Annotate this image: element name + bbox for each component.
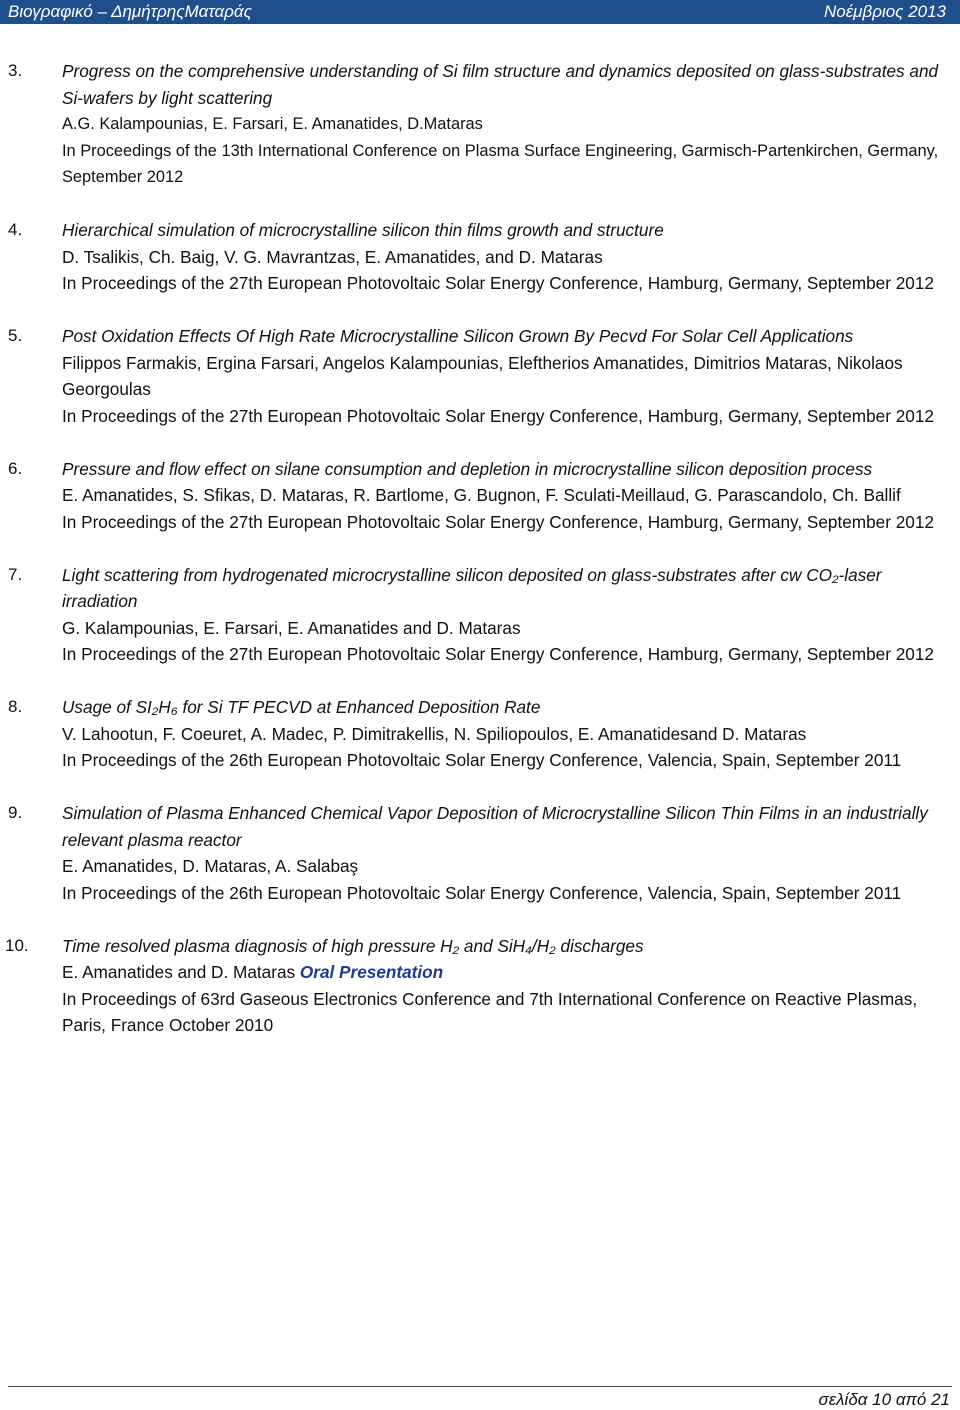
publication-number: 4. [8, 220, 23, 239]
publication-title: Simulation of Plasma Enhanced Chemical Vapor Deposition of Microcrystalline Silicon Thin Films in an industrially relevant plasma reactor [62, 803, 928, 850]
publication-venue: In Proceedings of the 13th International Conference on Plasma Surface Engineering, Garmisch-Partenkirchen, Germany, September 2012 [62, 141, 939, 186]
publication-venue: In Proceedings of the 27th European Photovoltaic Solar Energy Conference, Hamburg, Germany, September 2012 [62, 405, 934, 426]
publication-authors: E. Amanatides, D. Mataras, A. Salabaş [62, 856, 359, 876]
publication-authors: E. Amanatides and D. Mataras [62, 962, 296, 982]
publication-number: 10. [5, 935, 29, 955]
publication-title: Progress on the comprehensive understanding of Si film structure and dynamics deposited on glass-substrates and Si-wafers by light scattering [62, 61, 939, 108]
publication-title: Usage of SI₂H₆ for Si TF PECVD at Enhanced Deposition Rate [62, 697, 541, 717]
publication-number: 6. [8, 458, 23, 478]
publication-title: Light scattering from hydrogenated microcrystalline silicon deposited on glass-substrates after cw CO₂-laser irradiation [62, 564, 882, 611]
publication-item [0, 800, 960, 906]
publication-number: 9. [8, 803, 23, 822]
publication-item [0, 562, 960, 668]
publication-item [0, 58, 960, 191]
publication-venue: In Proceedings of 63rd Gaseous Electronics Conference and 7th International Conference on Reactive Plasmas, Paris, France October 2010 [62, 988, 918, 1035]
publication-venue: In Proceedings of the 27th European Photovoltaic Solar Energy Conference, Hamburg, Germany, September 2012 [62, 273, 934, 293]
publication-authors: E. Amanatides, S. Sfikas, D. Mataras, R. Bartlome, G. Bugnon, F. Sculati-Meillaud, G. Parascandolo, Ch. Ballif [62, 485, 901, 505]
publication-number: 3. [8, 61, 23, 80]
page-header [0, 0, 960, 24]
publication-venue: In Proceedings of the 27th European Photovoltaic Solar Energy Conference, Hamburg, Germany, September 2012 [62, 511, 934, 532]
publication-authors-row [62, 959, 954, 986]
publication-number: 7. [8, 564, 23, 584]
publication-venue: In Proceedings of the 26th European Photovoltaic Solar Energy Conference, Valencia, Spain, September 2011 [62, 882, 902, 903]
publication-number: 5. [8, 326, 23, 345]
header-document-title: Βιογραφικό – ΔημήτρηςΜαταράς [8, 2, 252, 21]
publication-item [0, 933, 960, 1039]
publication-authors: V. Lahootun, F. Coeuret, A. Madec, P. Dimitrakellis, N. Spiliopoulos, E. Amanatidesand D. Mataras [62, 723, 807, 744]
footer-divider [8, 1386, 952, 1387]
publication-venue: In Proceedings of the 27th European Photovoltaic Solar Energy Conference, Hamburg, Germany, September 2012 [62, 644, 934, 664]
publication-authors: G. Kalampounias, E. Farsari, E. Amanatides and D. Mataras [62, 617, 521, 638]
header-date: Νοέμβριος 2013 [823, 2, 946, 21]
publication-list [0, 58, 960, 1065]
publication-authors: Filippos Farmakis, Ergina Farsari, Angelos Kalampounias, Eleftherios Amanatides, Dimitrios Mataras, Nikolaos Georgoulas [62, 352, 903, 399]
publication-authors: A.G. Kalampounias, E. Farsari, E. Amanatides, D.Mataras [62, 115, 483, 133]
publication-item [0, 217, 960, 297]
publication-item [0, 323, 960, 429]
publication-title: Post Oxidation Effects Of High Rate Microcrystalline Silicon Grown By Pecvd For Solar Cell Applications [62, 326, 854, 346]
publication-title: Hierarchical simulation of microcrystalline silicon thin films growth and structure [62, 220, 664, 240]
publication-item [0, 694, 960, 774]
publication-authors: D. Tsalikis, Ch. Baig, V. G. Mavrantzas, E. Amanatides, and D. Mataras [62, 246, 603, 267]
publication-number: 8. [8, 697, 23, 716]
publication-item [0, 456, 960, 536]
oral-presentation-label: Oral Presentation [299, 962, 444, 982]
publication-title: Pressure and flow effect on silane consumption and depletion in microcrystalline silicon deposition process [62, 458, 873, 479]
page-number: σελίδα 10 από 21 [818, 1390, 950, 1409]
publication-venue: In Proceedings of the 26th European Photovoltaic Solar Energy Conference, Valencia, Spain, September 2011 [62, 750, 902, 770]
publication-title: Time resolved plasma diagnosis of high pressure H₂ and SiH₄/H₂ discharges [62, 935, 644, 956]
